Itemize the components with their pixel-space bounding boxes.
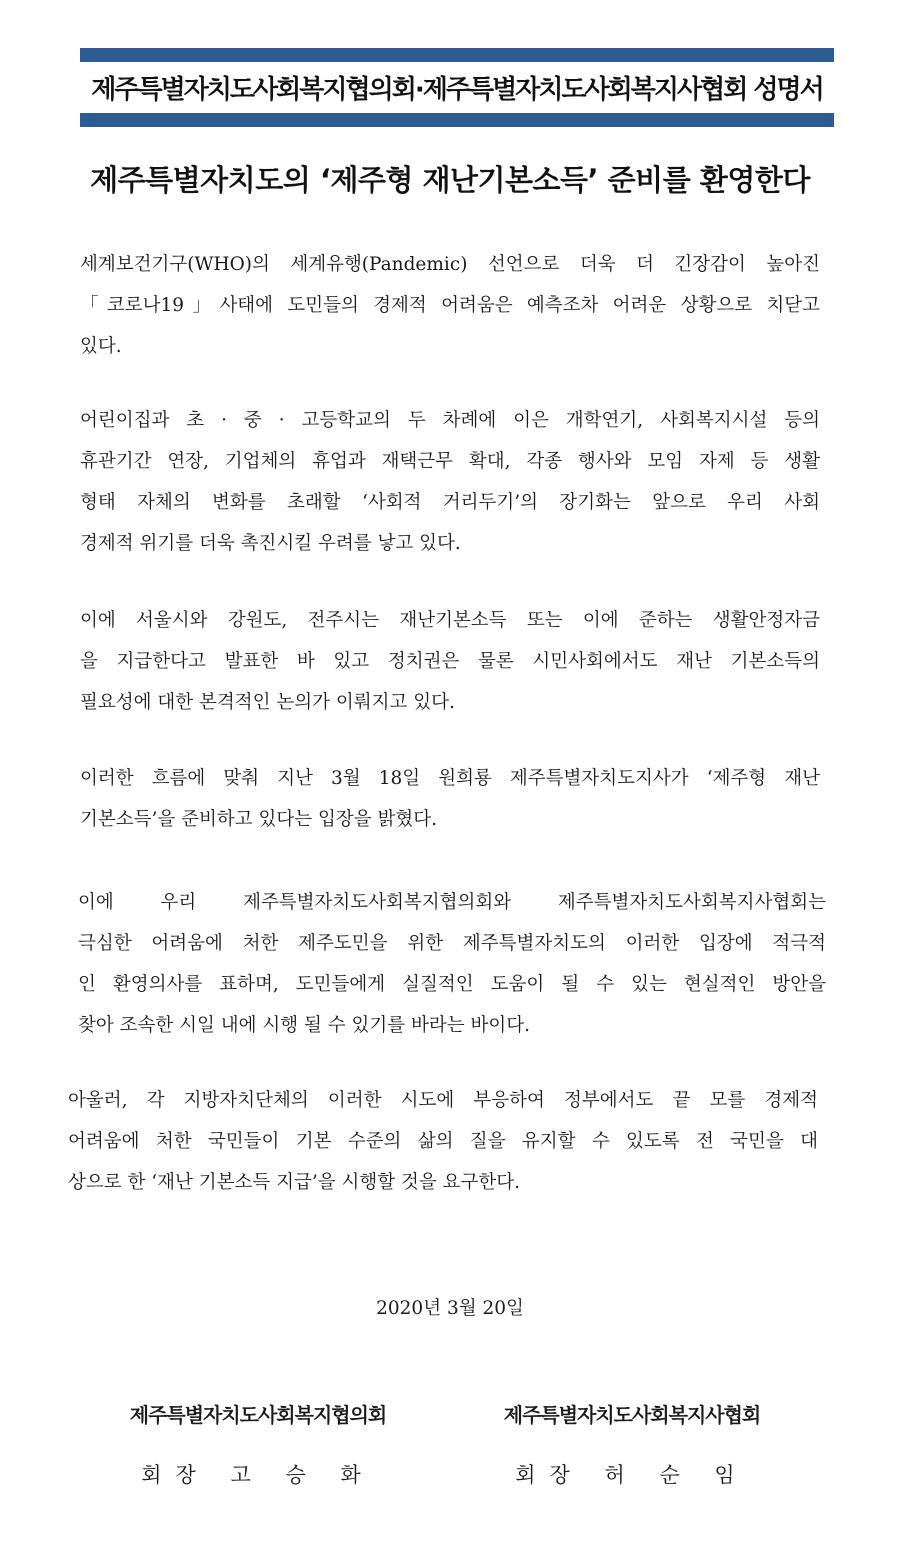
signature-representative: 회장 고 승 화 — [141, 1463, 375, 1487]
paragraph-line: 이러한 흐름에 맞춰 지난 3월 18일 원희룡 제주특별자치도지사가 ‘제주형 재난 — [80, 768, 820, 789]
paragraph-line: 경제적 위기를 더욱 촉진시킬 우려를 낳고 있다. — [80, 533, 461, 554]
paragraph-line: 찾아 조속한 시일 내에 시행 될 수 있기를 바라는 바이다. — [78, 1015, 530, 1036]
paragraph-line: 필요성에 대한 본격적인 논의가 이뤄지고 있다. — [80, 692, 455, 713]
paragraph-line: 있다. — [80, 336, 122, 357]
paragraph-3 — [80, 600, 820, 723]
paragraph-line: 이에 우리 제주특별자치도사회복지협의회와 제주특별자치도사회복지사협회는 — [78, 892, 826, 913]
paragraph-6 — [68, 1080, 818, 1203]
paragraph-line: 세계보건기구(WHO)의 세계유행(Pandemic) 선언으로 더욱 더 긴장감이 높아진 — [80, 254, 820, 275]
paragraph-4 — [80, 758, 820, 840]
paragraph-line: 인 환영의사를 표하며, 도민들에게 실질적인 도움이 될 수 있는 현실적인 방안을 — [78, 974, 826, 995]
paragraph-line: 을 지급한다고 발표한 바 있고 정치권은 물론 시민사회에서도 재난 기본소득의 — [80, 651, 820, 672]
paragraph-line: 어려움에 처한 국민들이 기본 수준의 삶의 질을 유지할 수 있도록 전 국민을 대 — [68, 1131, 818, 1152]
statement-date: 2020년 3월 20일 — [376, 1298, 524, 1319]
paragraph-line: 형태 자체의 변화를 초래할 ‘사회적 거리두기’의 장기화는 앞으로 우리 사회 — [80, 492, 820, 513]
paragraph-line: 극심한 어려움에 처한 제주도민을 위한 제주특별자치도의 이러한 입장에 적극적 — [78, 933, 826, 954]
statement-header: 제주특별자치도사회복지협의회·제주특별자치도사회복지사협회 성명서 — [91, 75, 823, 105]
signature-organization: 제주특별자치도사회복지사협회 — [503, 1403, 761, 1427]
signature-representative: 회장 허 순 임 — [515, 1463, 749, 1487]
paragraph-line: 휴관기간 연장, 기업체의 휴업과 재택근무 확대, 각종 행사와 모임 자제 등 생활 — [80, 451, 820, 472]
paragraph-line: 「코로나19」사태에 도민들의 경제적 어려움은 예측조차 어려운 상황으로 치닫고 — [80, 295, 820, 316]
header-top-rule — [80, 48, 834, 62]
signature-block-association — [442, 1400, 822, 1490]
document-title: 제주특별자치도의 ‘제주형 재난기본소득’ 준비를 환영한다 — [90, 163, 810, 197]
paragraph-line: 이에 서울시와 강원도, 전주시는 재난기본소득 또는 이에 준하는 생활안정자금 — [80, 610, 820, 631]
paragraph-5 — [78, 882, 826, 1046]
paragraph-line: 아울러, 각 지방자치단체의 이러한 시도에 부응하여 정부에서도 끝 모를 경제적 — [68, 1090, 818, 1111]
signature-organization: 제주특별자치도사회복지협의회 — [129, 1403, 387, 1427]
paragraph-line: 기본소득’을 준비하고 있다는 입장을 밝혔다. — [80, 809, 437, 830]
paragraph-2 — [80, 400, 820, 564]
signature-block-council — [68, 1400, 448, 1490]
header-bottom-rule — [80, 113, 834, 127]
paragraph-line: 어린이집과 초 · 중 · 고등학교의 두 차례에 이은 개학연기, 사회복지시설 등의 — [80, 410, 820, 431]
paragraph-line: 상으로 한 ‘재난 기본소득 지급’을 시행할 것을 요구한다. — [68, 1172, 520, 1193]
paragraph-1 — [80, 244, 820, 367]
